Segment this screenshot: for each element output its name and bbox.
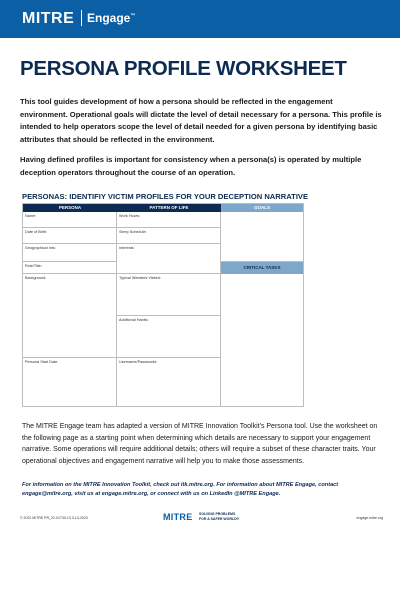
credentials-field[interactable]: Username/Passwords: <box>117 358 221 407</box>
pattern-header: PATTERN OF LIFE <box>117 204 221 212</box>
work-hours-field[interactable]: Work Hours: <box>117 212 221 228</box>
tagline-line-2: FOR A SAFER WORLD® <box>199 516 240 521</box>
habits-field[interactable]: Additional Habits: <box>117 316 221 358</box>
footer-url[interactable]: engage.mitre.org <box>356 516 383 520</box>
websites-field[interactable]: Typical Websites Visited: <box>117 274 221 316</box>
tagline-line-1: SOLVING PROBLEMS <box>199 512 236 516</box>
critical-tasks-header: CRITICAL TASKS <box>221 262 303 274</box>
footer-tagline <box>199 512 239 521</box>
contact-info: For information on the MITRE Innovation Toolkit, check out itk.mitre.org. For information about MITRE Engage, contact engage@mitre.org, visit us at engage.mitre.org, or connect with us on LinkedIn @MITRE Engage. <box>22 482 339 497</box>
copyright-note: © 2022 MITRE PR_22-01730-13 3-13-2023 <box>20 516 88 520</box>
critical-tasks-area[interactable] <box>221 274 303 407</box>
start-date-field[interactable]: Persona Start Date: <box>23 358 117 407</box>
toolkit-paragraph: The MITRE Engage team has adapted a version of MITRE Innovation Toolkit's Persona tool. Use the worksheet on the following page as a starting point when determining which details are necessary to support your engagement narrative. Some operations will require additional details; others will require a subset of these character traits. Your operational objectives and engagement narrative will help you to make those assessments. <box>22 423 378 465</box>
name-field[interactable]: Name: <box>23 212 117 228</box>
footer-mitre-logo: MITRE <box>163 512 193 522</box>
persona-header: PERSONA <box>23 204 117 212</box>
interests-field[interactable]: Interests: <box>117 244 221 274</box>
goals-header: GOALS <box>221 204 303 212</box>
header-bar <box>0 0 400 38</box>
goals-area[interactable] <box>221 212 303 262</box>
section-title: PERSONAS: IDENTIFIY VICTIM PROFILES FOR YOUR DECEPTION NARRATIVE <box>22 192 309 201</box>
logo-divider <box>81 10 82 26</box>
sleep-field[interactable]: Sleep Schedule: <box>117 228 221 244</box>
consistency-paragraph: Having defined profiles is important for consistency when a persona(s) is operated by multiple deception operators throughout the course of an operation. <box>20 155 362 177</box>
role-field[interactable]: Role/Title: <box>23 262 117 274</box>
intro-paragraph: This tool guides development of how a persona should be reflected in the engagement environment. Operational goals will dictate the level of detail necessary for a persona. This profile is intended to help operators scope the level of detail needed for a given persona by identifying basic attributes that should be reflected in the environment. <box>20 97 382 144</box>
page-title: PERSONA PROFILE WORKSHEET <box>20 57 347 80</box>
dob-field[interactable]: Date of Birth: <box>23 228 117 244</box>
mitre-logo: MITRE <box>22 10 75 27</box>
background-field[interactable]: Background: <box>23 274 117 358</box>
persona-table <box>22 203 304 407</box>
engage-logo: Engage™ <box>87 11 136 25</box>
geo-field[interactable]: Geographical Ints: <box>23 244 117 262</box>
